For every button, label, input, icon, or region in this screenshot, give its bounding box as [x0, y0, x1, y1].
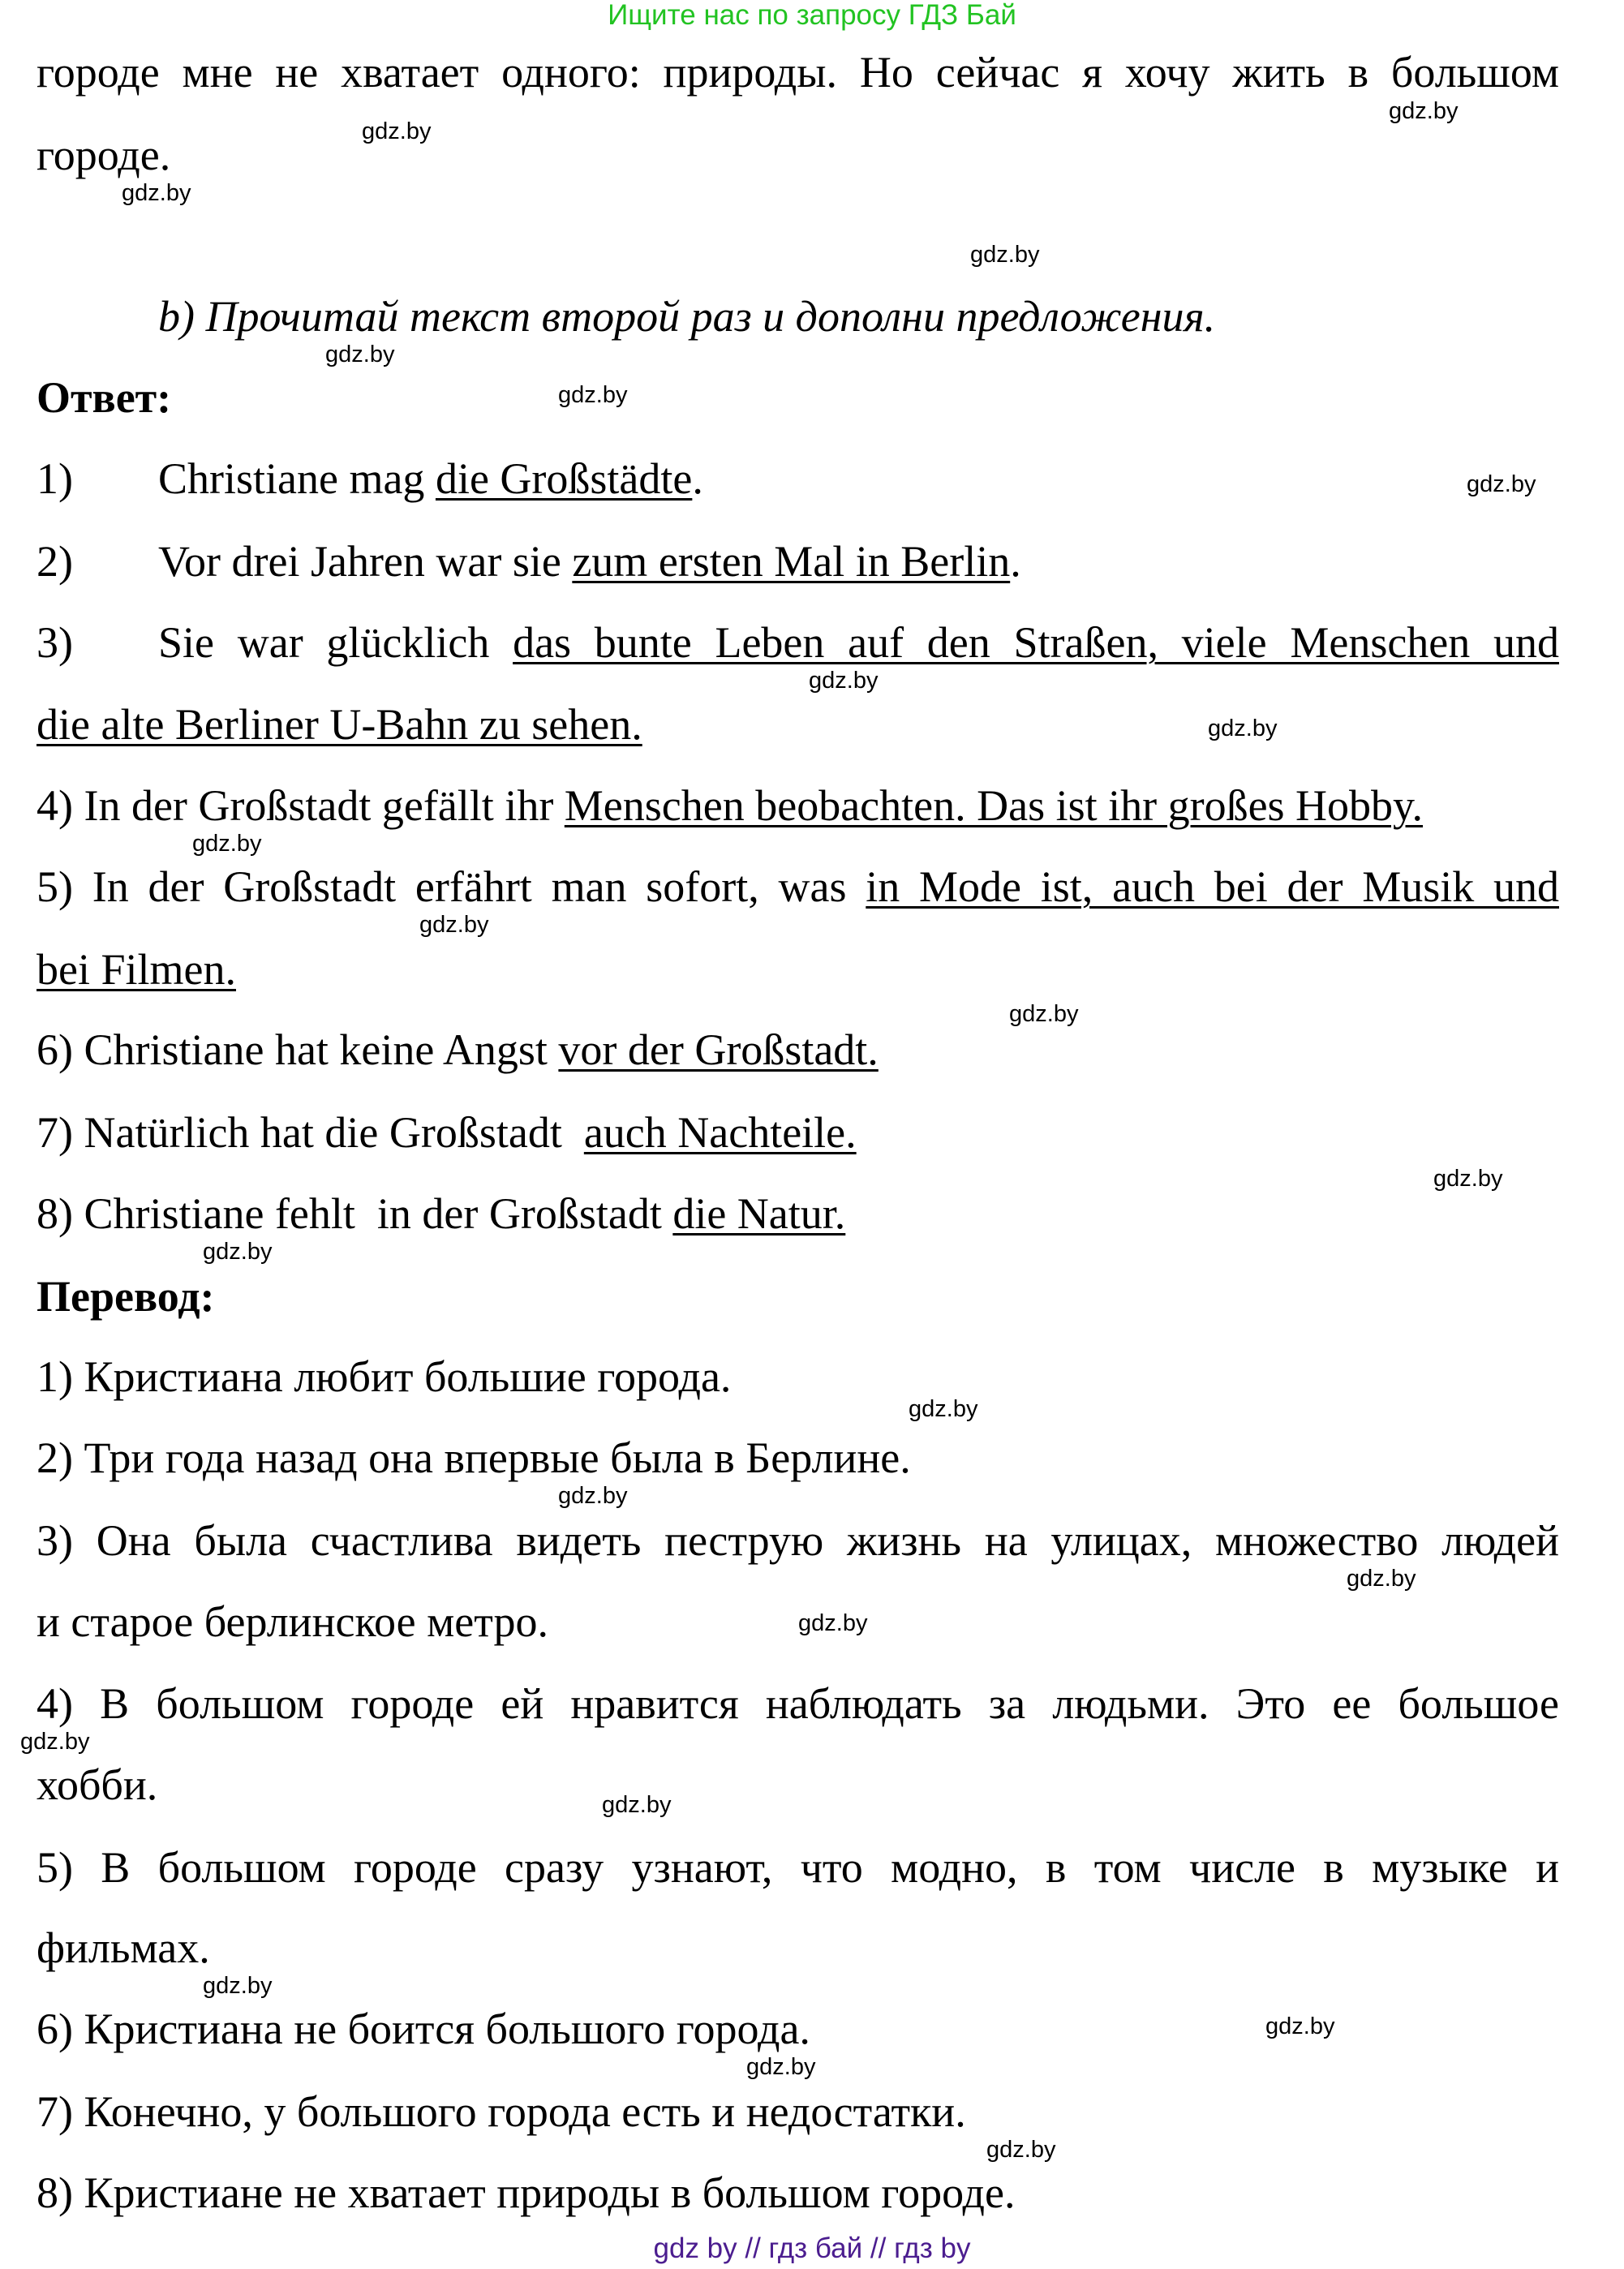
watermark: gdz.by — [1467, 471, 1536, 497]
answer-item — [37, 862, 1559, 911]
translation-item: 5) В большом городе сразу узнают, что модно, в том числе в музыке и — [37, 1843, 1559, 1892]
intro-line-2: городе. — [37, 131, 171, 179]
answer-item-continuation — [37, 700, 642, 749]
answer-text: Sie war glücklich — [158, 618, 513, 667]
answer-text: 7) Natürlich hat die Großstadt — [37, 1108, 584, 1157]
answer-item — [37, 1108, 857, 1157]
item-number: 1) — [37, 454, 73, 503]
watermark: gdz.by — [1433, 1166, 1503, 1192]
answer-item — [37, 1189, 845, 1238]
watermark: gdz.by — [362, 118, 432, 144]
answer-fill: die Großstädte — [435, 454, 693, 503]
watermark: gdz.by — [1208, 716, 1278, 741]
watermark: gdz.by — [1389, 98, 1459, 124]
item-number: 2) — [37, 537, 73, 586]
answer-text: Vor drei Jahren war sie — [158, 537, 573, 586]
answer-fill: vor der Großstadt. — [558, 1025, 879, 1074]
answer-text: 8) Christiane fehlt in der Großstadt — [37, 1189, 673, 1238]
answer-item — [37, 537, 1021, 586]
watermark: gdz.by — [558, 1483, 628, 1509]
watermark: gdz.by — [909, 1396, 978, 1422]
translation-item-continuation: хобби. — [37, 1760, 158, 1809]
answer-fill: die Natur. — [672, 1189, 846, 1238]
answer-fill: bei Filmen. — [37, 945, 236, 994]
translation-item: 4) В большом городе ей нравится наблюдать за людьми. Это ее большое — [37, 1679, 1559, 1728]
translation-item: 6) Кристиана не боится большого города. — [37, 2005, 810, 2053]
watermark: gdz.by — [325, 342, 395, 367]
answer-fill: in Mode ist, auch bei der Musik und — [866, 862, 1559, 911]
watermark: gdz.by — [192, 831, 262, 857]
answer-fill: Menschen beobachten. Das ist ihr großes Hobby. — [564, 781, 1424, 830]
intro-line-1: городе мне не хватает одного: природы. Но сейчас я хочу жить в большом — [37, 48, 1559, 97]
watermark: gdz.by — [203, 1239, 273, 1265]
answer-text: 4) In der Großstadt gefällt ihr — [37, 781, 565, 830]
watermark: gdz.by — [798, 1610, 868, 1636]
translation-item: 7) Конечно, у большого города есть и недостатки. — [37, 2087, 966, 2136]
task-instruction: b) Прочитай текст второй раз и дополни предложения. — [158, 292, 1216, 341]
translation-item: 2) Три года назад она впервые была в Берлине. — [37, 1433, 911, 1482]
watermark: gdz.by — [419, 912, 489, 938]
translation-item: 1) Кристиана любит большие города. — [37, 1352, 732, 1401]
footer-links: gdz by // гдз бай // гдз by — [653, 2232, 971, 2264]
translation-item: 8) Кристиане не хватает природы в большом городе. — [37, 2168, 1016, 2217]
answer-text: 5) In der Großstadt erfährt man sofort, was — [37, 862, 866, 911]
answer-text: . — [692, 454, 703, 503]
answer-item — [37, 781, 1423, 830]
item-number: 3) — [37, 618, 73, 667]
answer-item — [37, 454, 703, 503]
answer-fill: das bunte Leben auf den Straßen, viele Menschen und — [513, 618, 1559, 667]
watermark: gdz.by — [1347, 1566, 1416, 1592]
answer-heading: Ответ: — [37, 373, 172, 422]
watermark: gdz.by — [122, 180, 191, 206]
answer-fill: die alte Berliner U-Bahn zu sehen. — [37, 700, 642, 749]
answer-item — [37, 1025, 879, 1074]
watermark: gdz.by — [558, 382, 628, 408]
answer-text: 6) Christiane hat keine Angst — [37, 1025, 559, 1074]
answer-fill: zum ersten Mal in Berlin — [572, 537, 1011, 586]
translation-item: 3) Она была счастлива видеть пеструю жизнь на улицах, множество людей — [37, 1516, 1559, 1565]
translation-item-continuation: и старое берлинское метро. — [37, 1597, 548, 1646]
answer-text: Christiane mag — [158, 454, 436, 503]
watermark: gdz.by — [746, 2054, 816, 2080]
site-banner: Ищите нас по запросу ГДЗ Бай — [608, 0, 1016, 31]
watermark: gdz.by — [986, 2137, 1056, 2163]
watermark: gdz.by — [970, 242, 1040, 268]
watermark: gdz.by — [1265, 2013, 1335, 2039]
translation-heading: Перевод: — [37, 1272, 215, 1321]
answer-item-continuation — [37, 945, 236, 994]
translation-item-continuation: фильмах. — [37, 1923, 210, 1972]
watermark: gdz.by — [203, 1973, 273, 1999]
answer-item — [37, 618, 1559, 667]
watermark: gdz.by — [20, 1729, 90, 1755]
answer-text: . — [1010, 537, 1021, 586]
watermark: gdz.by — [1009, 1001, 1079, 1027]
watermark: gdz.by — [809, 668, 879, 694]
watermark: gdz.by — [602, 1792, 672, 1818]
answer-fill: auch Nachteile. — [583, 1108, 857, 1157]
